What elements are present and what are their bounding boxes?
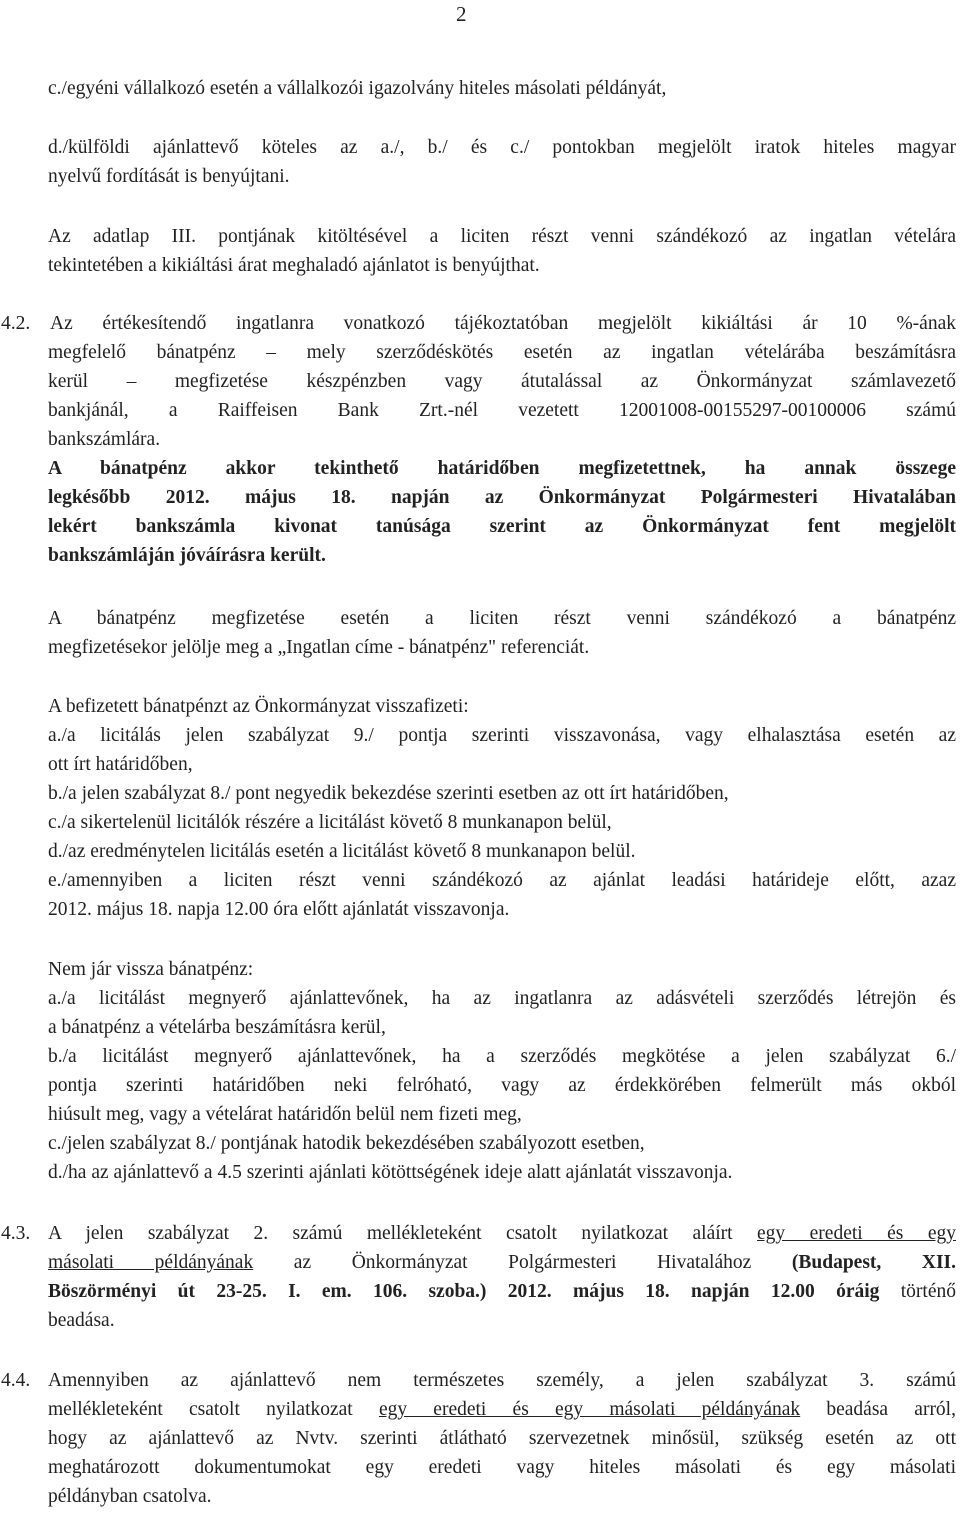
section-number: 4.3. xyxy=(1,1223,31,1244)
text-line: c./egyéni vállalkozó esetén a vállalkozói igazolvány hiteles másolati példányát, xyxy=(48,78,667,99)
text-line: kerül – megfizetése készpénzben vagy átutalással az Önkormányzat számlavezető xyxy=(48,371,956,392)
text-run: mellékleteként csatolt nyilatkozat xyxy=(48,1399,379,1420)
list-item: 2012. május 18. napja 12.00 óra előtt ajánlatát visszavonja. xyxy=(48,899,510,920)
bold-line: legkésőbb 2012. május 18. napján az Önkormányzat Polgármesteri Hivatalában xyxy=(48,487,956,508)
bold-line: bankszámláján jóváírásra került. xyxy=(48,545,326,566)
text-line: bankszámlára. xyxy=(48,429,161,450)
section-4-2 xyxy=(48,309,956,570)
bold-text: (Budapest, XII. xyxy=(791,1252,956,1273)
section-number: 4.2. xyxy=(1,313,31,334)
no-refund-list xyxy=(48,955,956,1187)
text-line: Az adatlap III. pontjának kitöltésével a liciten részt venni szándékozó az ingatlan vételára xyxy=(48,226,956,247)
text-run: az Önkormányzat Polgármesteri Hivatalához xyxy=(253,1252,792,1273)
intro-c xyxy=(48,74,956,103)
page-number: 2 xyxy=(456,2,467,26)
text-line xyxy=(48,1219,956,1248)
text-line: Az értékesítendő ingatlanra vonatkozó tájékoztatóban megjelölt kikiáltási ár 10 %-ának xyxy=(50,313,956,334)
list-item: pontja szerinti határidőben neki felróható, vagy az érdekkörében felmerült más okból xyxy=(48,1075,956,1096)
text-line: beadása. xyxy=(48,1310,115,1331)
text-line: Amennyiben az ajánlattevő nem természetes személy, a jelen szabályzat 3. számú xyxy=(48,1370,956,1391)
text-line: tekintetében a kikiáltási árat meghaladó ajánlatot is benyújthat. xyxy=(48,255,540,276)
text-line xyxy=(48,1277,956,1306)
underlined-text: másolati példányának xyxy=(48,1252,254,1273)
section-4-4 xyxy=(48,1366,956,1511)
text-run: beadása arról, xyxy=(800,1399,956,1420)
list-item: hiúsult meg, vagy a vételárat határidőn belül nem fizeti meg, xyxy=(48,1104,522,1125)
bold-line: lekért bankszámla kivonat tanúsága szerint az Önkormányzat fent megjelölt xyxy=(48,516,956,537)
list-item: a bánatpénz a vételárba beszámításra kerül, xyxy=(48,1017,386,1038)
bold-text: Böszörményi út 23-25. I. em. 106. szoba.) 2012. május 18. napján 12.00 óráig xyxy=(48,1281,880,1302)
list-item: a./a licitálást megnyerő ajánlattevőnek, ha az ingatlanra az adásvételi szerződés létrejön és xyxy=(48,988,956,1009)
intro-adatlap xyxy=(48,222,956,280)
text-line: meghatározott dokumentumokat egy eredeti vagy hiteles másolati és egy másolati xyxy=(48,1457,956,1478)
list-item: c./a sikertelenül licitálók részére a licitálást követő 8 munkanapon belül, xyxy=(48,812,612,833)
section-4-3 xyxy=(48,1219,956,1335)
text-line: d./külföldi ajánlattevő köteles az a./, b./ és c./ pontokban megjelölt iratok hiteles magyar xyxy=(48,137,956,158)
text-line: megfizetésekor jelölje meg a „Ingatlan címe - bánatpénz" referenciát. xyxy=(48,637,590,658)
text-line: megfelelő bánatpénz – mely szerződéskötés esetén az ingatlan vételárába beszámításra xyxy=(48,342,956,363)
text-line: A bánatpénz megfizetése esetén a liciten részt venni szándékozó a bánatpénz xyxy=(48,608,956,629)
text-line: példányban csatolva. xyxy=(48,1486,212,1507)
list-item: b./a licitálást megnyerő ajánlattevőnek, ha a szerződés megkötése a jelen szabályzat 6./ xyxy=(48,1046,956,1067)
list-item: d./ha az ajánlattevő a 4.5 szerinti ajánlati kötöttségének ideje alatt ajánlatát visszavonja. xyxy=(48,1162,733,1183)
bold-line: A bánatpénz akkor tekinthető határidőben megfizetettnek, ha annak összege xyxy=(48,458,956,479)
list-item: e./amennyiben a liciten részt venni szándékozó az ajánlat leadási határideje előtt, azaz xyxy=(48,870,956,891)
payment-reference-paragraph xyxy=(48,604,956,662)
list-title: Nem jár vissza bánatpénz: xyxy=(48,959,254,980)
text-line xyxy=(48,1395,956,1424)
text-run: történő xyxy=(879,1281,957,1302)
intro-d xyxy=(48,133,956,191)
text-line: hogy az ajánlattevő az Nvtv. szerinti átlátható szervezetnek minősül, szükség esetén az ott xyxy=(48,1428,956,1449)
list-title: A befizetett bánatpénzt az Önkormányzat visszafizeti: xyxy=(48,696,469,717)
list-item: a./a licitálás jelen szabályzat 9./ pontja szerinti visszavonása, vagy elhalasztása esetén az xyxy=(48,725,956,746)
underlined-text: egy eredeti és egy xyxy=(757,1223,956,1244)
text-run: A jelen szabályzat 2. számú mellékleteként csatolt nyilatkozat aláírt xyxy=(48,1223,758,1244)
list-item: d./az eredménytelen licitálás esetén a licitálást követő 8 munkanapon belül. xyxy=(48,841,636,862)
list-item: ott írt határidőben, xyxy=(48,754,193,775)
text-line xyxy=(48,1248,956,1277)
list-item: c./jelen szabályzat 8./ pontjának hatodik bekezdésében szabályozott esetben, xyxy=(48,1133,645,1154)
text-line: bankjánál, a Raiffeisen Bank Zrt.-nél vezetett 12001008-00155297-00100006 számú xyxy=(48,400,956,421)
refund-list xyxy=(48,692,956,924)
underlined-text: egy eredeti és egy másolati példányának xyxy=(378,1399,801,1420)
list-item: b./a jelen szabályzat 8./ pont negyedik bekezdése szerinti esetben az ott írt határidőben, xyxy=(48,783,729,804)
section-number: 4.4. xyxy=(1,1370,31,1391)
text-line: nyelvű fordítását is benyújtani. xyxy=(48,166,290,187)
